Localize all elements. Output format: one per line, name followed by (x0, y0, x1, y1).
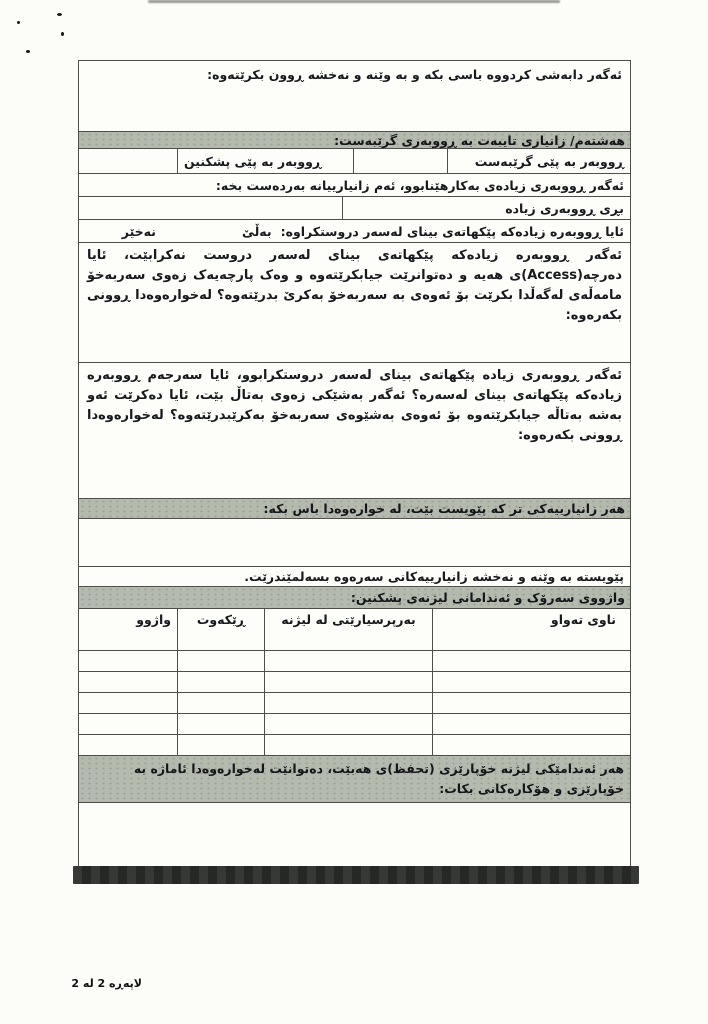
section8-header-bar: هەشتەم/ زانیاری تایبەت بە ڕووبەری گرێبەست: (79, 132, 630, 148)
section8-header-row (79, 131, 630, 148)
built-question-text: ئایا ڕووبەرە زیادەکە پێکهاتەی بینای لەسەر دروستکراوە: (280, 223, 624, 239)
extra-area-intro-row (79, 173, 630, 196)
evidence-note-text: پێویستە بە وێنە و نەخشە زانیارییەکانی سەرەوە بسەلمێندرێت. (244, 569, 624, 584)
extra-area-amount-field (79, 197, 342, 219)
col-header-committee-role: بەرپرسیارێتی لە لیژنە (264, 609, 432, 629)
top-note-cell: ئەگەر دابەشی کردووە باسی بکە و بە وێنە و نەخشە ڕوون بکرێتەوە: (207, 67, 622, 82)
built-question-cell (79, 220, 630, 242)
yes-option: بەڵێ (241, 223, 272, 239)
col-header-full-name: ناوی تەواو (432, 609, 630, 629)
signature-empty-cell (432, 672, 630, 692)
signature-empty-cell (264, 693, 432, 713)
signature-table-header (79, 608, 630, 629)
scan-black-band-artifact (73, 866, 639, 884)
top-note-row (79, 61, 630, 131)
question-not-built-row (79, 242, 630, 362)
reservation-blank-row (79, 802, 630, 867)
signature-empty-row (79, 713, 630, 734)
area-by-inspection-field (79, 149, 177, 173)
signature-empty-cell (264, 651, 432, 671)
scan-dot-artifact (61, 32, 64, 36)
signature-empty-cell (177, 672, 264, 692)
signature-empty-row (79, 629, 630, 650)
scan-smear-artifact (148, 0, 560, 3)
col-header-date: ڕێکەوت (177, 609, 264, 629)
signature-empty-row (79, 734, 630, 755)
page-number: لاپەڕە 2 لە 2 (71, 977, 142, 990)
question-built-row (79, 362, 630, 498)
signature-empty-cell (264, 672, 432, 692)
signature-empty-cell (264, 629, 432, 650)
signature-empty-cell (177, 735, 264, 755)
scan-dot-artifact (57, 13, 62, 16)
signature-empty-row (79, 650, 630, 671)
signatures-header-row (79, 586, 630, 608)
signature-empty-cell (79, 672, 177, 692)
reservation-note-bar: هەر ئەندامێکی لیژنە خۆپارێزی (تحفظ)ی هەبێت، دەتوانێت لەخوارەوەدا ئاماژە بە خۆپارێزی و هۆکارەکانی بکات: (79, 756, 630, 802)
signature-empty-cell (432, 735, 630, 755)
reservation-blank-cell (79, 803, 630, 867)
signature-empty-cell (79, 693, 177, 713)
signatures-header-bar: واژووی سەرۆک و ئەندامانی لیژنەی پشکنین: (79, 587, 630, 608)
signature-empty-row (79, 692, 630, 713)
area-by-contract-label: ڕووبەر بە پێی گرێبەست (447, 149, 630, 173)
other-info-blank-row (79, 518, 630, 566)
no-option: نەخێر (121, 223, 156, 239)
signature-empty-cell (177, 714, 264, 734)
signature-empty-row (79, 671, 630, 692)
signature-empty-cell (264, 735, 432, 755)
col-header-signature: واژوو (136, 611, 171, 627)
scan-dot-artifact (17, 21, 20, 24)
other-info-header-row (79, 498, 630, 518)
other-info-blank-cell (79, 519, 630, 566)
signature-table-body (79, 629, 630, 755)
signature-empty-cell (432, 651, 630, 671)
signature-empty-cell (432, 629, 630, 650)
inspection-form-table (78, 60, 631, 868)
signature-empty-cell (432, 693, 630, 713)
signature-empty-cell (79, 629, 177, 650)
extra-area-amount-label: بڕی ڕووبەری زیادە (342, 197, 630, 219)
area-by-contract-field (353, 149, 447, 173)
question-built-text: ئەگەر ڕووبەری زیادە پێکهاتەی بینای لەسەر دروستکرابوو، ئایا سەرجەم ڕووبەرە زیادەکە پێکهاتەی بینای لەسەرە؟ ئەگەر بەشێکی زەوی بەتاڵ بێت، ئایا دەکرێت ئەو بەشە بەتاڵە جیابکرێتەوە بۆ ئەوەی بەشێوەی سەربەخۆ بەکرێبدرێتەوە؟ لەخوارەوەدا ڕوونی بکەرەوە: (87, 368, 622, 443)
scan-dot-artifact (26, 50, 30, 53)
signature-empty-cell (79, 735, 177, 755)
signature-empty-cell (177, 629, 264, 650)
signature-empty-cell (177, 693, 264, 713)
extra-area-intro-text: ئەگەر ڕووبەری زیادەی بەکارهێنابوو، ئەم زانیارییانە بەردەست بخە: (215, 177, 624, 193)
signature-empty-cell (79, 714, 177, 734)
area-by-inspection-label: ڕووبەر بە پێی پشکنین (177, 149, 353, 173)
area-values-row (79, 148, 630, 173)
signature-empty-cell (177, 651, 264, 671)
evidence-note-row (79, 566, 630, 586)
signature-empty-cell (79, 651, 177, 671)
reservation-note-row (79, 755, 630, 802)
question-not-built-text: ئەگەر ڕووبەرە زیادەکە پێکهاتەی بینای لەسەر دروست نەکرابێت، ئایا دەرچە(Access)ی هەیە و دەتوانرێت جیابکرێتەوە و وەک پارچەیەک زەوی سەربەخۆ مامەڵەی لەگەڵدا بکرێت بۆ ئەوەی بە سەربەخۆ بەکرێ بدرێتەوە؟ لەخوارەوەدا ڕوونی بکەرەوە: (87, 248, 622, 323)
built-question-row (79, 219, 630, 242)
other-info-header-bar: هەر زانیارییەکی تر کە پێویست بێت، لە خوارەوەدا باس بکە: (79, 499, 630, 518)
extra-area-amount-row (79, 196, 630, 219)
signature-empty-cell (264, 714, 432, 734)
signature-empty-cell (432, 714, 630, 734)
